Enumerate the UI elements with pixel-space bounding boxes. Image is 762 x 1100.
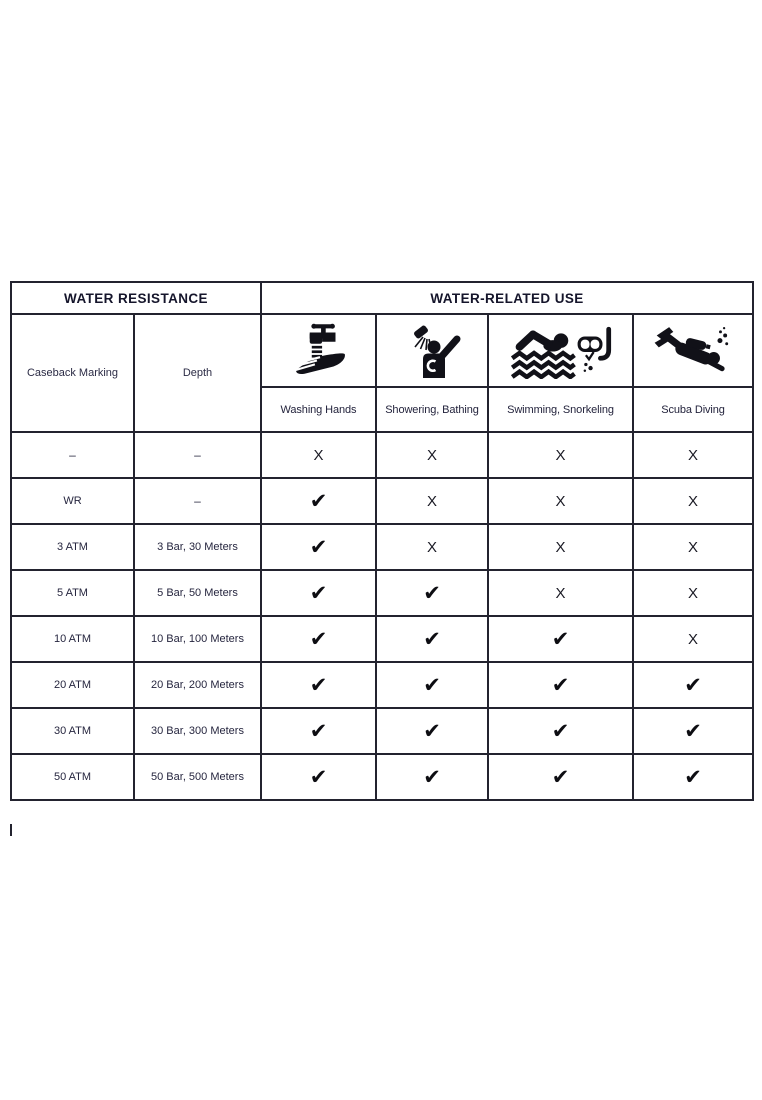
use-mark: ✔ bbox=[633, 662, 753, 708]
header-water-related-use: WATER-RELATED USE bbox=[261, 282, 753, 314]
column-header-scuba-diving: Scuba Diving bbox=[633, 387, 753, 432]
swimming-snorkeling-icon-cell bbox=[488, 314, 633, 387]
use-mark: ✔ bbox=[261, 616, 376, 662]
scuba-diving-icon-cell bbox=[633, 314, 753, 387]
use-mark: ✔ bbox=[261, 478, 376, 524]
use-mark: ✔ bbox=[376, 570, 488, 616]
caseback-marking-value: 3 ATM bbox=[11, 524, 134, 570]
table-row bbox=[11, 708, 753, 754]
use-mark: X bbox=[633, 478, 753, 524]
table-row bbox=[11, 754, 753, 800]
water-resistance-table bbox=[10, 281, 754, 801]
use-mark: X bbox=[488, 478, 633, 524]
caseback-marking-value: 5 ATM bbox=[11, 570, 134, 616]
depth-value: 50 Bar, 500 Meters bbox=[134, 754, 261, 800]
use-mark: ✔ bbox=[488, 754, 633, 800]
use-mark: ✔ bbox=[261, 708, 376, 754]
caseback-marking-value: 10 ATM bbox=[11, 616, 134, 662]
scuba-diving-icon bbox=[634, 323, 752, 379]
use-mark: X bbox=[261, 432, 376, 478]
use-mark: ✔ bbox=[633, 754, 753, 800]
showering-bathing-icon bbox=[377, 323, 487, 379]
depth-value: 3 Bar, 30 Meters bbox=[134, 524, 261, 570]
table-row bbox=[11, 662, 753, 708]
use-mark: X bbox=[488, 570, 633, 616]
table-border-artifact bbox=[10, 824, 12, 836]
use-mark: ✔ bbox=[376, 754, 488, 800]
table-row bbox=[11, 478, 753, 524]
use-mark: X bbox=[633, 432, 753, 478]
use-mark: ✔ bbox=[488, 616, 633, 662]
depth-value: 30 Bar, 300 Meters bbox=[134, 708, 261, 754]
table-row bbox=[11, 616, 753, 662]
use-mark: X bbox=[376, 432, 488, 478]
showering-bathing-icon-cell bbox=[376, 314, 488, 387]
caseback-marking-value: 50 ATM bbox=[11, 754, 134, 800]
depth-value: – bbox=[134, 478, 261, 524]
use-mark: ✔ bbox=[261, 754, 376, 800]
use-mark: X bbox=[488, 524, 633, 570]
table-row bbox=[11, 432, 753, 478]
header-water-resistance: WATER RESISTANCE bbox=[11, 282, 261, 314]
use-mark: ✔ bbox=[488, 662, 633, 708]
column-header-swimming-snorkeling: Swimming, Snorkeling bbox=[488, 387, 633, 432]
use-mark: ✔ bbox=[633, 708, 753, 754]
washing-hands-icon bbox=[262, 323, 375, 379]
table-header-row bbox=[11, 282, 753, 314]
column-header-caseback-marking: Caseback Marking bbox=[11, 314, 134, 432]
depth-value: 10 Bar, 100 Meters bbox=[134, 616, 261, 662]
depth-value: 5 Bar, 50 Meters bbox=[134, 570, 261, 616]
use-mark: ✔ bbox=[261, 524, 376, 570]
icon-header-row bbox=[11, 314, 753, 387]
caseback-marking-value: WR bbox=[11, 478, 134, 524]
caseback-marking-value: – bbox=[11, 432, 134, 478]
column-header-depth: Depth bbox=[134, 314, 261, 432]
swimming-snorkeling-icon bbox=[489, 323, 632, 379]
use-mark: X bbox=[376, 524, 488, 570]
depth-value: 20 Bar, 200 Meters bbox=[134, 662, 261, 708]
use-mark: X bbox=[633, 524, 753, 570]
use-mark: X bbox=[488, 432, 633, 478]
use-mark: ✔ bbox=[376, 662, 488, 708]
depth-value: – bbox=[134, 432, 261, 478]
use-mark: ✔ bbox=[376, 616, 488, 662]
use-mark: ✔ bbox=[261, 570, 376, 616]
table-row bbox=[11, 570, 753, 616]
use-mark: X bbox=[376, 478, 488, 524]
column-header-showering-bathing: Showering, Bathing bbox=[376, 387, 488, 432]
use-mark: X bbox=[633, 616, 753, 662]
use-mark: ✔ bbox=[488, 708, 633, 754]
column-header-washing-hands: Washing Hands bbox=[261, 387, 376, 432]
use-mark: ✔ bbox=[261, 662, 376, 708]
use-mark: X bbox=[633, 570, 753, 616]
use-mark: ✔ bbox=[376, 708, 488, 754]
caseback-marking-value: 30 ATM bbox=[11, 708, 134, 754]
caseback-marking-value: 20 ATM bbox=[11, 662, 134, 708]
table-row bbox=[11, 524, 753, 570]
washing-hands-icon-cell bbox=[261, 314, 376, 387]
